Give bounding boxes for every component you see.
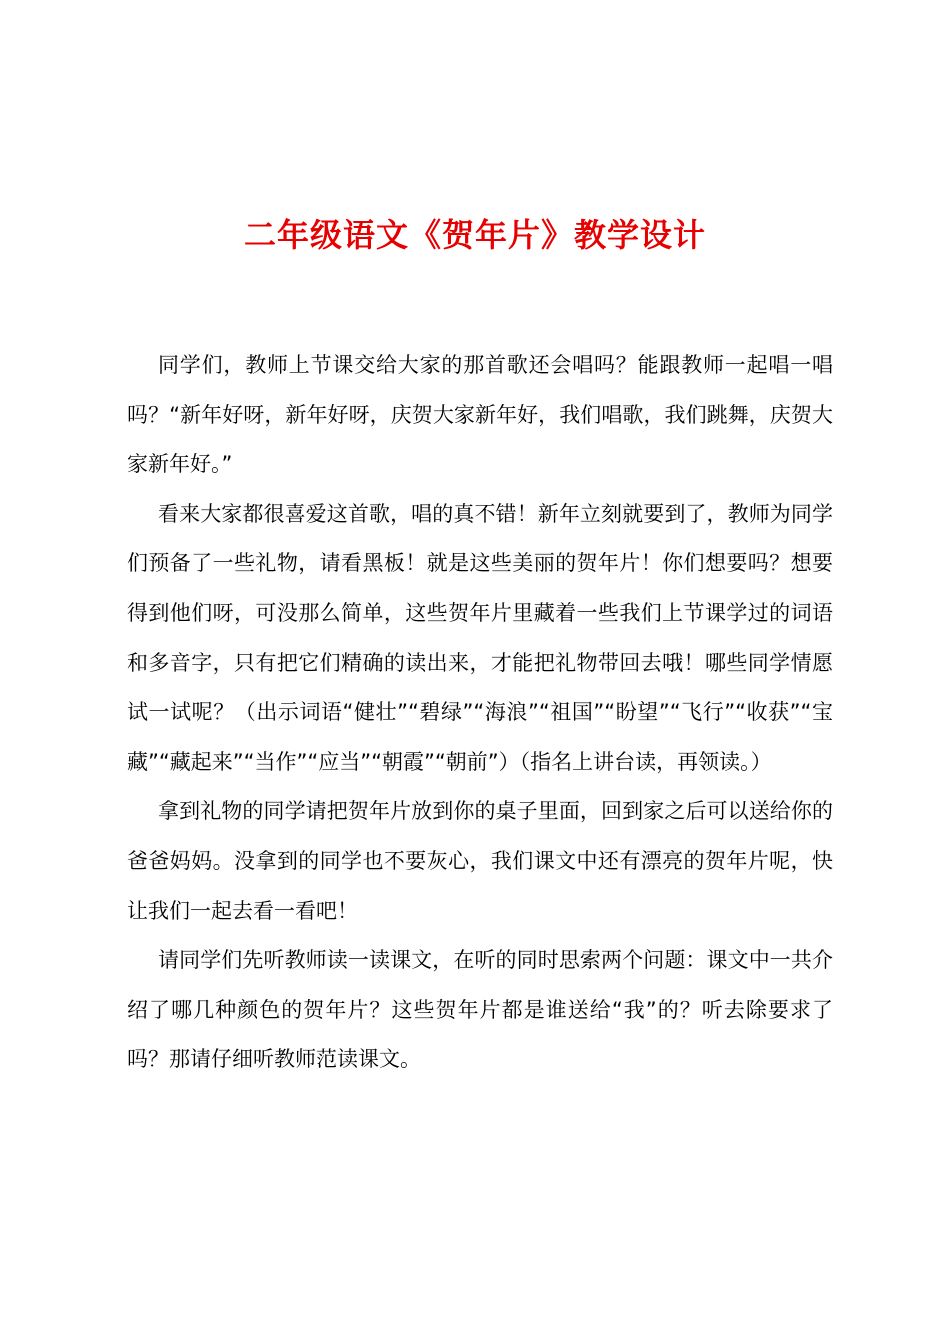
document-body	[127, 341, 833, 1085]
document-title: 二年级语文《贺年片》教学设计	[243, 216, 706, 254]
paragraph-1: 同学们，教师上节课交给大家的那首歌还会唱吗？能跟教师一起唱一唱吗？“新年好呀，新年好呀，庆贺大家新年好，我们唱歌，我们跳舞，庆贺大家新年好。”	[127, 353, 833, 477]
paragraph-2: 看来大家都很喜爱这首歌，唱的真不错！新年立刻就要到了，教师为同学们预备了一些礼物，请看黑板！就是这些美丽的贺年片！你们想要吗？想要得到他们呀，可没那么简单，这些贺年片里藏着一些我们上节课学过的词语和多音字，只有把它们精确的读出来，才能把礼物带回去哦！哪些同学情愿试一试呢？（出示词语“健壮”“碧绿”“海浪”“祖国”“盼望”“飞行”“收获”“宝藏”“藏起来”“当作”“应当”“朝霞”“朝前”）（指名上讲台读，再领读。）	[127, 501, 833, 774]
paragraph-3: 拿到礼物的同学请把贺年片放到你的桌子里面，回到家之后可以送给你的爸爸妈妈。没拿到的同学也不要灰心，我们课文中还有漂亮的贺年片呢，快让我们一起去看一看吧！	[127, 799, 833, 923]
paragraph-4: 请同学们先听教师读一读课文，在听的同时思索两个问题：课文中一共介绍了哪几种颜色的贺年片？这些贺年片都是谁送给“我”的？听去除要求了吗？那请仔细听教师范读课文。	[127, 948, 833, 1072]
